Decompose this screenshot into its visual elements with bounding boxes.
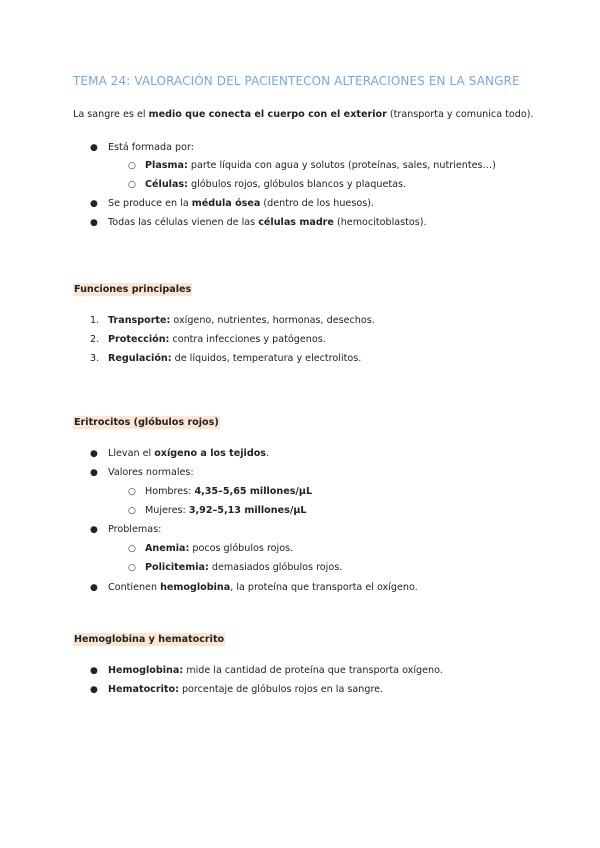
list-item: Todas las células vienen de las células madre (hemocitoblastos). xyxy=(108,217,427,228)
bullet-dot: ● xyxy=(90,583,98,593)
list-item: Se produce en la médula ósea (dentro de los huesos). xyxy=(108,198,374,209)
list-subitem: Plasma: parte líquida con agua y solutos (proteínas, sales, nutrientes…) xyxy=(145,160,496,171)
section-heading-eritrocitos: Eritrocitos (glóbulos rojos) xyxy=(74,417,219,428)
bullet-circle: ○ xyxy=(128,180,136,190)
bullet-dot: ● xyxy=(90,143,98,153)
list-item: Valores normales: xyxy=(108,467,194,478)
page-title: TEMA 24: VALORACIÓN DEL PACIENTECON ALTERACIONES EN LA SANGRE xyxy=(73,74,520,88)
bullet-dot: ● xyxy=(90,666,98,676)
list-item: Está formada por: xyxy=(108,142,194,153)
list-item: Hematocrito: porcentaje de glóbulos rojos en la sangre. xyxy=(108,684,384,695)
bullet-circle: ○ xyxy=(128,161,136,171)
bullet-dot: ● xyxy=(90,449,98,459)
list-number: 2. xyxy=(90,334,100,345)
list-item: Llevan el oxígeno a los tejidos. xyxy=(108,448,270,459)
numbered-item: Transporte: oxígeno, nutrientes, hormonas, desechos. xyxy=(108,315,375,326)
bullet-circle: ○ xyxy=(128,563,136,573)
bullet-circle: ○ xyxy=(128,487,136,497)
numbered-item: Regulación: de líquidos, temperatura y electrolitos. xyxy=(108,353,362,364)
list-subitem: Células: glóbulos rojos, glóbulos blancos y plaquetas. xyxy=(145,179,407,190)
list-subitem: Hombres: 4,35–5,65 millones/µL xyxy=(145,486,313,497)
list-number: 3. xyxy=(90,353,100,364)
bullet-dot: ● xyxy=(90,218,98,228)
list-subitem: Mujeres: 3,92–5,13 millones/µL xyxy=(145,505,307,516)
bullet-dot: ● xyxy=(90,525,98,535)
bullet-dot: ● xyxy=(90,685,98,695)
list-number: 1. xyxy=(90,315,100,326)
list-item: Hemoglobina: mide la cantidad de proteína que transporta oxígeno. xyxy=(108,665,443,676)
bullet-circle: ○ xyxy=(128,544,136,554)
bullet-dot: ● xyxy=(90,468,98,478)
section-heading-hemoglobina: Hemoglobina y hematocrito xyxy=(74,634,225,645)
list-item: Problemas: xyxy=(108,524,162,535)
numbered-item: Protección: contra infecciones y patógenos. xyxy=(108,334,326,345)
section-heading-funciones: Funciones principales xyxy=(74,284,192,295)
intro-paragraph: La sangre es el medio que conecta el cuerpo con el exterior (transporta y comunica todo). xyxy=(73,109,534,120)
list-subitem: Anemia: pocos glóbulos rojos. xyxy=(145,543,294,554)
list-subitem: Policitemia: demasiados glóbulos rojos. xyxy=(145,562,343,573)
bullet-circle: ○ xyxy=(128,506,136,516)
bullet-dot: ● xyxy=(90,199,98,209)
list-item: Contienen hemoglobina, la proteína que transporta el oxígeno. xyxy=(108,582,418,593)
